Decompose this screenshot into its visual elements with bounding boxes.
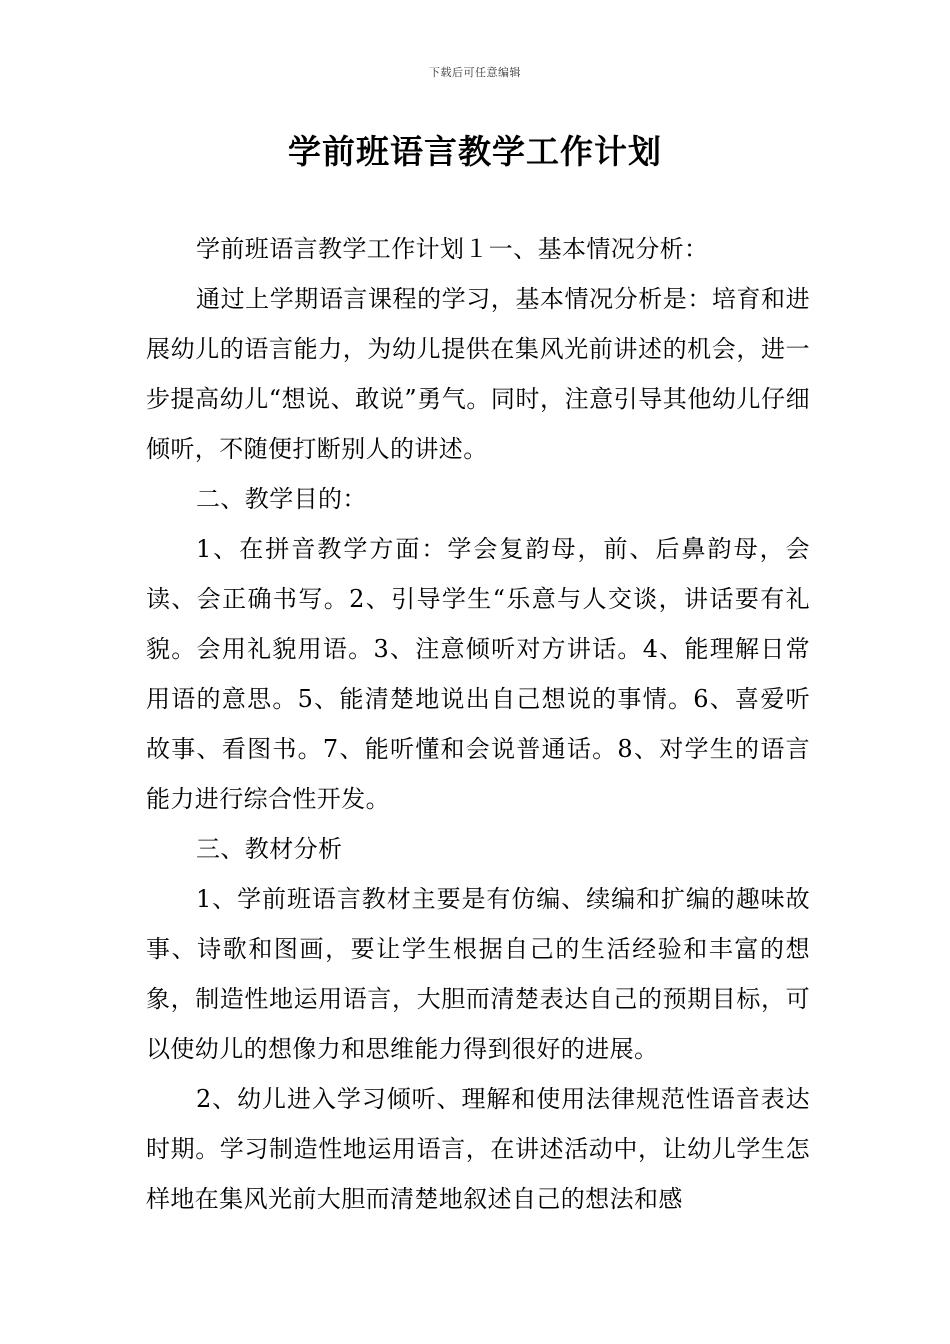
paragraph-intro-heading: 学前班语言教学工作计划１一、基本情况分析： [196,235,709,263]
header-note: 下载后可任意编辑 [429,66,521,79]
document-title: 学前班语言教学工作计划 [288,132,662,171]
document-body [146,224,810,1224]
paragraph-textbook-analysis-heading: 三、教材分析 [196,835,343,863]
paragraph-situation-analysis: 通过上学期语言课程的学习，基本情况分析是：培育和进展幼儿的语言能力，为幼儿提供在集风光前讲述的机会，进一步提高幼儿“想说、敢说”勇气。同时，注意引导其他幼儿仔细倾听，不随便打断别人的讲述。 [146,285,810,463]
paragraph-teaching-goals: 1、在拼音教学方面：学会复韵母，前、后鼻韵母，会读、会正确书写。2、引导学生“乐意与人交谈，讲话要有礼貌。会用礼貌用语。3、注意倾听对方讲话。4、能理解日常用语的意思。5、能清楚地说出自己想说的事情。6、喜爱听故事、看图书。7、能听懂和会说普通话。8、对学生的语言能力进行综合性开发。 [146,535,810,813]
paragraph-textbook-analysis-1: 1、学前班语言教材主要是有仿编、续编和扩编的趣味故事、诗歌和图画，要让学生根据自己的生活经验和丰富的想象，制造性地运用语言，大胆而清楚表达自己的预期目标，可以使幼儿的想像力和思维能力得到很好的进展。 [146,885,810,1063]
paragraph-textbook-analysis-2: 2、幼儿进入学习倾听、理解和使用法律规范性语音表达时期。学习制造性地运用语言，在讲述活动中，让幼儿学生怎样地在集风光前大胆而清楚地叙述自己的想法和感 [146,1085,810,1213]
paragraph-teaching-goals-heading: 二、教学目的： [196,485,367,513]
